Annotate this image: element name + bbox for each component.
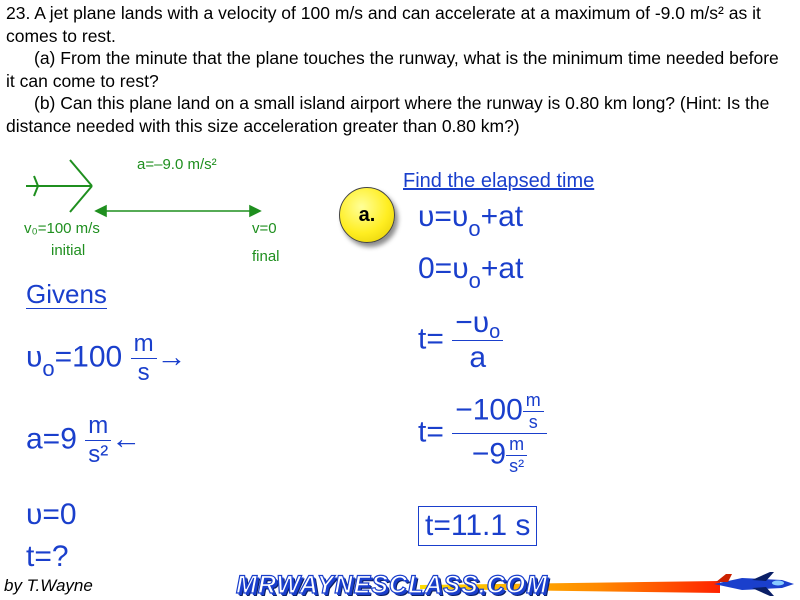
eq4-denominator-unit-num: m — [506, 434, 527, 456]
solution-eq4 — [418, 390, 547, 477]
givens-title: Givens — [26, 279, 107, 309]
eq2-subscript: o — [468, 268, 481, 293]
right-arrow-icon: → — [156, 340, 187, 374]
givens-final-velocity: υ=0 — [26, 498, 77, 531]
eq4-denominator-value: −9 — [471, 437, 507, 471]
eq4-denominator-unit-den: s² — [509, 456, 525, 476]
givens-a-value: a=9 — [26, 422, 77, 456]
final-label: final — [252, 248, 280, 265]
eq4-numerator — [452, 390, 547, 434]
eq1-rest: +at — [480, 200, 524, 233]
givens-v0-symbol: υ — [26, 340, 43, 374]
part-a-badge: a. — [339, 187, 395, 243]
eq3-numerator-subscript: o — [489, 321, 501, 343]
final-velocity-label: v=0 — [252, 220, 277, 237]
eq4-numerator-unit-num: m — [523, 390, 544, 412]
problem-part-b: (b) Can this plane land on a small island airport where the runway is 0.80 km long? (Hint: Is the distance needed with this size acceleration greater than 0.80 km?) — [6, 93, 770, 136]
eq4-denominator-unit — [506, 434, 527, 477]
solution-eq1 — [418, 200, 524, 241]
givens-acceleration — [26, 412, 141, 469]
eq1-lhs: υ=υ — [418, 200, 469, 233]
eq4-numerator-unit — [523, 390, 544, 433]
initial-label: initial — [51, 242, 86, 259]
eq4-numerator-unit-den: s — [528, 412, 538, 432]
givens-v0-value: =100 — [54, 340, 123, 374]
eq3-denominator: a — [469, 341, 487, 374]
eq1-subscript: o — [468, 216, 481, 241]
solution-heading: Find the elapsed time — [403, 170, 595, 192]
plane-icon — [26, 160, 92, 212]
initial-velocity-label: v₀=100 m/s — [24, 220, 100, 237]
eq3-numerator-symbol: −υ — [455, 306, 490, 339]
eq4-fraction — [452, 390, 547, 477]
problem-part-a: (a) From the minute that the plane touches the runway, what is the minimum time needed before it can come to rest? — [6, 48, 779, 91]
solution-eq3 — [418, 306, 503, 375]
eq4-numerator-value: −100 — [455, 393, 523, 427]
eq4-lhs: t= — [418, 415, 444, 449]
eq3-lhs: t= — [418, 322, 444, 356]
eq2-lhs: 0=υ — [418, 252, 469, 285]
givens-v0-unit-numerator: m — [131, 330, 157, 359]
acceleration-arrow — [96, 206, 260, 216]
givens-a-unit-numerator: m — [85, 412, 111, 441]
eq3-numerator — [452, 306, 503, 341]
brand-logo: MRWAYNESCLASS.COM — [236, 571, 548, 599]
author-credit: by T.Wayne — [4, 576, 93, 595]
final-answer: t=11.1 s — [418, 506, 537, 546]
acceleration-label: a=–9.0 m/s² — [137, 156, 217, 173]
eq2-rest: +at — [480, 252, 524, 285]
givens-v0-subscript: o — [42, 356, 55, 382]
solution-eq2 — [418, 252, 524, 293]
eq4-denominator — [452, 434, 547, 477]
jet-icon — [712, 570, 796, 598]
givens-v0-unit-denominator: s — [137, 359, 150, 386]
givens-a-unit — [85, 412, 111, 469]
givens-a-unit-denominator: s² — [88, 441, 109, 468]
givens-initial-velocity — [26, 330, 187, 387]
givens-time: t=? — [26, 540, 69, 573]
eq3-fraction — [452, 306, 503, 375]
left-arrow-icon: ← — [111, 422, 142, 456]
givens-v0-unit — [131, 330, 157, 387]
problem-main: 23. A jet plane lands with a velocity of 100 m/s and can accelerate at a maximum of -9.0 m/s² as it comes to rest. — [6, 3, 761, 46]
